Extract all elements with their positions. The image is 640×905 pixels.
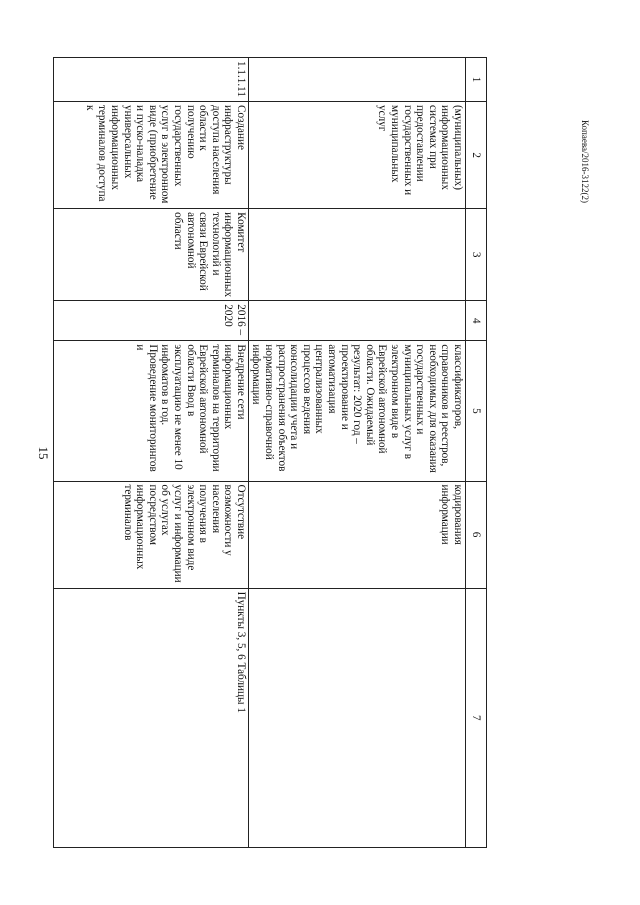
row-number: 1.1.1.11 <box>53 58 248 102</box>
problem-description: Отсутствие возможности у населения получения в электронном виде услуг и информации об услугах посредством информационных терминалов <box>53 481 248 588</box>
header-cell-5: 5 <box>466 341 487 481</box>
header-cell-7: 7 <box>466 588 487 847</box>
row-number <box>248 58 465 102</box>
table-row <box>248 58 465 848</box>
header-row <box>466 58 487 848</box>
measures-table <box>53 57 487 848</box>
indicators-link <box>248 588 465 847</box>
problem-description: кодирования информации <box>248 481 465 588</box>
expected-result: классификаторов, справочников и реестров, необходимых для оказания государственных и муниципальных услуг в электронном виде в Еврейской автономной области. Ожидаемый результат: 2020 год – проектирование и автоматизация централизованных процессов ведения консолидации учета и распространения объектов нормативно-справочной информации <box>248 341 465 481</box>
page-number: 15 <box>36 446 51 460</box>
expected-result: Внедрение сети информационных терминалов на территории Еврейской автономной области Ввод в эксплуатацию не менее 10 инфоматов в год. Проведение мониторингов и <box>53 341 248 481</box>
measure-name: (муниципальных) информационных системах при предоставлении государственных и муниципальных услуг <box>248 102 465 209</box>
header-cell-6: 6 <box>466 481 487 588</box>
term <box>248 301 465 341</box>
header-cell-1: 1 <box>466 58 487 102</box>
term: 2016 – 2020 <box>53 301 248 341</box>
table-row <box>53 58 248 848</box>
executor <box>248 209 465 301</box>
rotated-table-container <box>77 57 487 848</box>
executor: Комитет информационных технологий и связи Еврейской автономной области <box>53 209 248 301</box>
measure-name: Создание инфраструктуры доступа населения области к получению государственных услуг в электронном виде (приобретение и пуско-наладка универсальных информационных терминалов доступа к <box>53 102 248 209</box>
header-cell-4: 4 <box>466 301 487 341</box>
header-cell-2: 2 <box>466 102 487 209</box>
header-cell-3: 3 <box>466 209 487 301</box>
indicators-link: Пункты 3, 5, 6 Таблицы 1 <box>53 588 248 847</box>
